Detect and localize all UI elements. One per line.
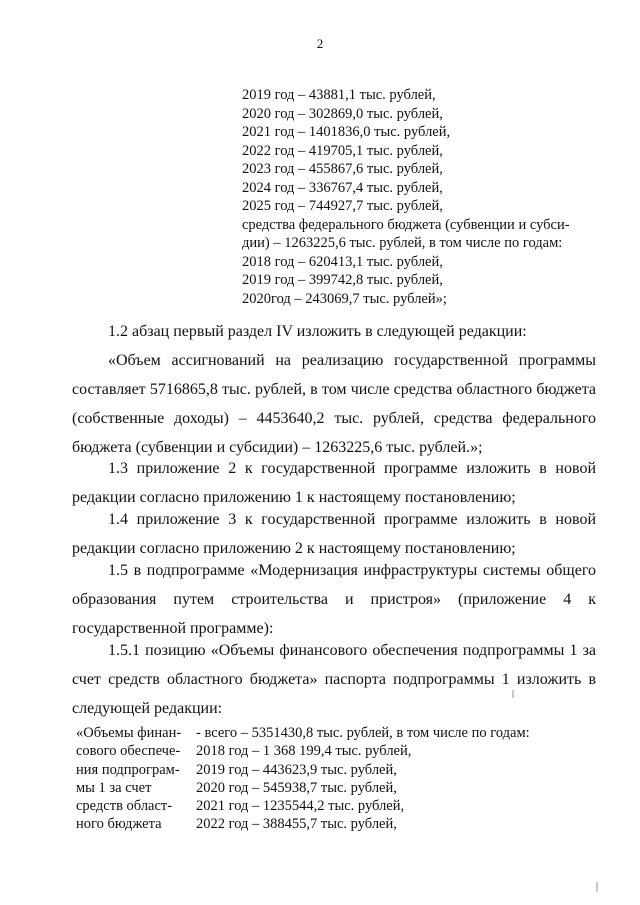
scan-artifact xyxy=(512,690,514,698)
value-line: 2022 год – 388455,7 тыс. рублей, xyxy=(196,816,397,833)
paragraph-1-4: 1.4 приложение 3 к государственной программе изложить в новой редакции согласно приложению 2 к настоящему постановлению; xyxy=(72,511,596,557)
list-item: 2025 год – 744927,7 тыс. рублей, xyxy=(242,198,443,214)
list-item: 2023 год – 455867,6 тыс. рублей, xyxy=(242,161,443,177)
label-line: ного бюджета xyxy=(76,816,162,833)
paragraph-quote-first-line: «Объем ассигнований на реализацию государственной программы xyxy=(108,352,596,369)
label-line: «Объемы финан- xyxy=(76,725,182,741)
list-item: средства федерального бюджета (субвенции и субси- xyxy=(242,216,570,233)
page-number: 2 xyxy=(316,36,324,51)
paragraph-1-3: 1.3 приложение 2 к государственной программе изложить в новой редакции согласно приложению 1 к настоящему постановлению; xyxy=(72,460,596,506)
value-line: 2021 год – 1235544,2 тыс. рублей, xyxy=(196,798,405,815)
scan-artifact xyxy=(596,882,598,892)
paragraph-1-2: 1.2 абзац первый раздел IV изложить в следующей редакции: xyxy=(108,323,527,340)
list-item: 2020год – 243069,7 тыс. рублей»; xyxy=(242,290,447,307)
passport-values xyxy=(196,724,606,834)
paragraph-1-5-1: 1.5.1 позицию «Объемы финансового обеспечения подпрограммы 1 за счет средств областного бюджета» паспорта подпрограммы 1 изложить в следующей редакции: xyxy=(72,642,596,717)
list-item: 2021 год – 1401836,0 тыс. рублей, xyxy=(242,124,451,140)
label-line: ния подпрограм- xyxy=(76,761,180,778)
list-item: 2024 год – 336767,4 тыс. рублей, xyxy=(242,179,443,196)
value-line: 2020 год – 545938,7 тыс. рублей, xyxy=(196,779,397,796)
list-item: дии) – 1263225,6 тыс. рублей, в том числе по годам: xyxy=(242,235,563,251)
value-line: 2019 год – 443623,9 тыс. рублей, xyxy=(196,761,397,778)
passport-label xyxy=(76,724,188,834)
list-item: 2019 год – 43881,1 тыс. рублей, xyxy=(242,87,436,103)
list-item: 2018 год – 620413,1 тыс. рублей, xyxy=(242,253,443,270)
list-item: 2022 год – 419705,1 тыс. рублей, xyxy=(242,142,443,159)
value-line: - всего – 5351430,8 тыс. рублей, в том числе по годам: xyxy=(196,725,530,741)
funding-by-year-list xyxy=(242,86,602,308)
paragraph-quote-body: составляет 5716865,8 тыс. рублей, в том числе средства областного бюджета (собственные доходы) – 4453640,2 тыс. рублей, средства федерального бюджета (субвенции и субсидии) – 1263225,6 тыс. рублей.»; xyxy=(72,381,596,456)
list-item: 2019 год – 399742,8 тыс. рублей, xyxy=(242,272,443,288)
label-line: средств област- xyxy=(76,798,173,815)
list-item: 2020 год – 302869,0 тыс. рублей, xyxy=(242,105,443,122)
label-line: мы 1 за счет xyxy=(76,779,152,796)
value-line: 2018 год – 1 368 199,4 тыс. рублей, xyxy=(196,743,412,760)
label-line: сового обеспече- xyxy=(76,743,181,760)
paragraph-1-5: 1.5 в подпрограмме «Модернизация инфраструктуры системы общего образования путем строительства и пристроя» (приложение 4 к государственной программе): xyxy=(72,562,596,637)
